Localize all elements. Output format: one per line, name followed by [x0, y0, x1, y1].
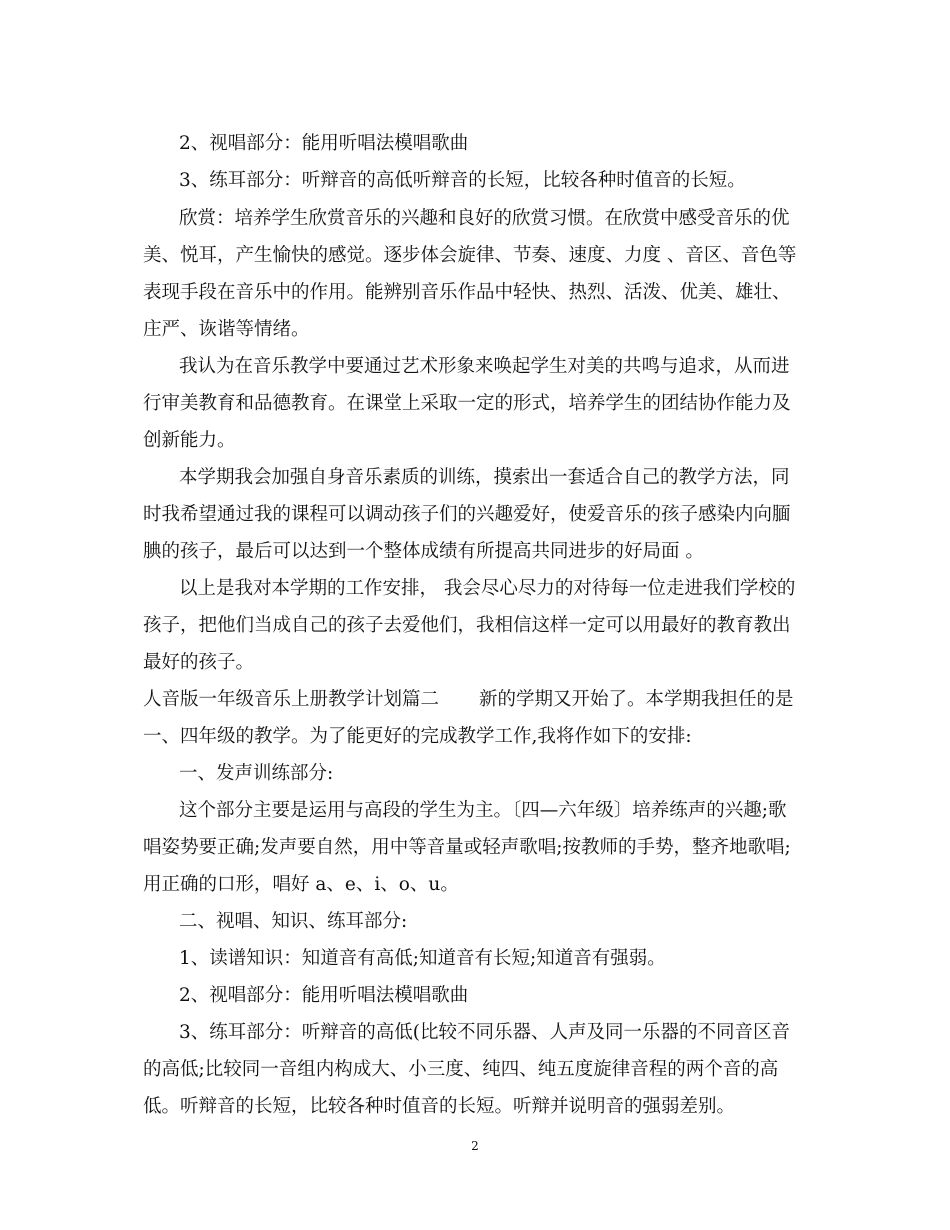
- text-line: 本学期我会加强自身音乐素质的训练，摸索出一套适合自己的教学方法，同: [179, 467, 790, 488]
- text-line: 这个部分主要是运用与高段的学生为主。〔四—六年级〕培养练声的兴趣;歌: [179, 800, 787, 821]
- text-line: 一、四年级的教学。为了能更好的完成教学工作,我将作如下的安排:: [143, 726, 692, 747]
- text-line: 创新能力。: [143, 430, 236, 451]
- text-line: 欣赏：培养学生欣赏音乐的兴趣和良好的欣赏习惯。在欣赏中感受音乐的优: [179, 208, 790, 229]
- text-line: 唱姿势要正确;发声要自然，用中等音量或轻声歌唱;按教师的手势，整齐地歌唱;: [143, 837, 791, 858]
- text-line: 行审美教育和品德教育。在课堂上采取一定的形式，培养学生的团结协作能力及: [143, 393, 791, 414]
- text-line: 最好的孩子。: [143, 652, 255, 673]
- text-line: 时我希望通过我的课程可以调动孩子们的兴趣爱好，使爱音乐的孩子感染内向腼: [143, 504, 791, 525]
- section-heading: 人音版一年级音乐上册教学计划篇二: [143, 689, 440, 710]
- text-line: 3、练耳部分：听辩音的高低听辩音的长短，比较各种时值音的长短。: [179, 170, 746, 191]
- text-line: 表现手段在音乐中的作用。能辨别音乐作品中轻快、热烈、活泼、优美、雄壮、: [143, 282, 791, 303]
- text-line: 低。听辩音的长短，比较各种时值音的长短。听辩并说明音的强弱差别。: [143, 1096, 736, 1117]
- text-line: 新的学期又开始了。本学期我担任的是: [479, 689, 794, 710]
- text-line: 庄严、诙谐等情绪。: [143, 319, 310, 340]
- text-line: 1、读谱知识：知道音有高低;知道音有长短;知道音有强弱。: [179, 948, 666, 969]
- page-number: 2: [471, 1139, 479, 1153]
- text-line: 以上是我对本学期的工作安排， 我会尽心尽力的对待每一位走进我们学校的: [179, 578, 796, 599]
- text-line: 的高低;比较同一音组内构成大、小三度、纯四、纯五度旋律音程的两个音的高: [143, 1059, 779, 1080]
- text-line: 美、悦耳，产生愉快的感觉。逐步体会旋律、节奏、速度、力度 、音区、音色等: [143, 245, 797, 266]
- text-line: 3、练耳部分：听辩音的高低(比较不同乐器、人声及同一乐器的不同音区音: [179, 1022, 790, 1043]
- section-heading-line: [143, 689, 803, 711]
- text-line: 孩子，把他们当成自己的孩子去爱他们，我相信这样一定可以用最好的教育教出: [143, 615, 791, 636]
- text-line: 用正确的口形，唱好 a、e、i、o、u。: [143, 874, 459, 895]
- text-line: 我认为在音乐教学中要通过艺术形象来唤起学生对美的共鸣与追求，从而进: [179, 356, 790, 377]
- text-line: 2、视唱部分：能用听唱法模唱歌曲: [179, 985, 469, 1006]
- text-line: 腆的孩子，最后可以达到一个整体成绩有所提高共同进步的好局面 。: [143, 541, 704, 562]
- text-line: 2、视唱部分：能用听唱法模唱歌曲: [179, 133, 469, 154]
- text-line: 二、视唱、知识、练耳部分:: [179, 911, 408, 932]
- text-line: 一、发声训练部分:: [179, 763, 334, 784]
